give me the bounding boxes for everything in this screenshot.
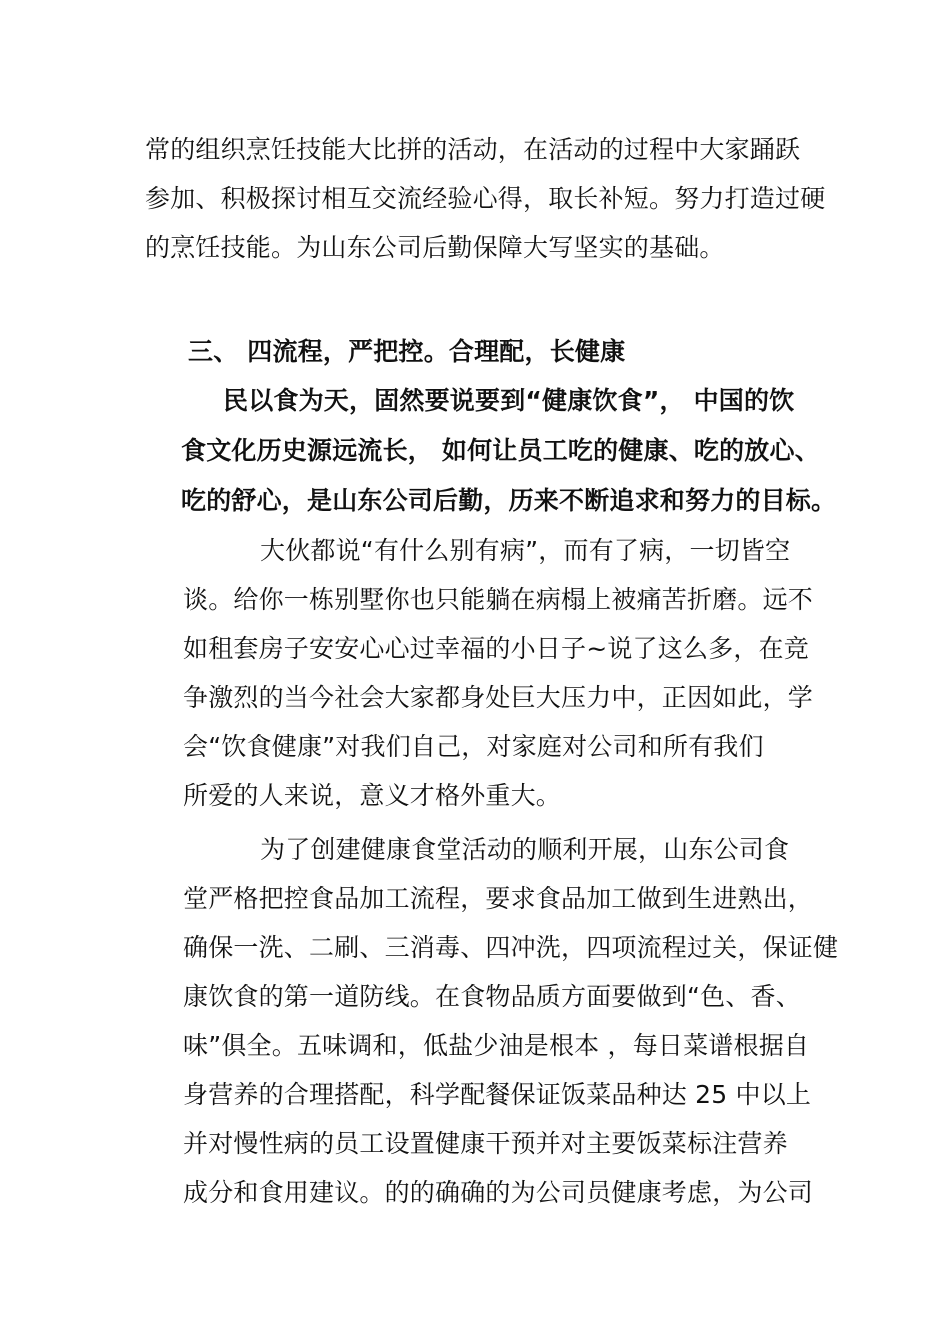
text-line: 确保一洗、二刷、三消毒、四冲洗，四项流程过关，保证健	[183, 933, 839, 962]
text-line: 谈。给你一栋别墅你也只能躺在病榻上被痛苦折磨。远不	[183, 585, 814, 614]
text-line: 如租套房子安安心心过幸福的小日子~说了这么多，在竞	[183, 634, 809, 663]
text-line: 参加、积极探讨相互交流经验心得，取长补短。努力打造过硬	[145, 184, 826, 213]
text-line: 身营养的合理搭配，科学配餐保证饭菜品种达 25 中以上	[183, 1080, 812, 1109]
text-line: 康饮食的第一道防线。在食物品质方面要做到“色、香、	[183, 982, 801, 1011]
text-line: 的烹饪技能。为山东公司后勤保障大写坚实的基础。	[145, 233, 725, 262]
text-line: 味”俱全。五味调和，低盐少油是根本 ，每日菜谱根据自	[183, 1031, 810, 1060]
text-line: 堂严格把控食品加工流程，要求食品加工做到生进熟出，	[183, 884, 814, 913]
text-line: 成分和食用建议。的的确确的为公司员健康考虑，为公司	[183, 1178, 814, 1207]
text-line: 为了创建健康食堂活动的顺利开展，山东公司食	[260, 835, 790, 864]
text-line-bold: 食文化历史源远流长， 如何让员工吃的健康、吃的放心、	[181, 436, 820, 465]
text-line: 并对慢性病的员工设置健康干预并对主要饭菜标注营养	[183, 1129, 788, 1158]
text-line: 所爱的人来说，意义才格外重大。	[183, 781, 562, 810]
section-heading: 三、 四流程，严把控。合理配，长健康	[188, 337, 626, 366]
text-line: 大伙都说“有什么别有病”，而有了病，一切皆空	[260, 536, 791, 565]
text-line: 会“饮食健康”对我们自己，对家庭对公司和所有我们	[183, 732, 764, 761]
text-line: 常的组织烹饪技能大比拼的活动，在活动的过程中大家踊跃	[145, 135, 801, 164]
text-line-bold: 民以食为天，固然要说要到“健康饮食”， 中国的饮	[223, 386, 795, 415]
text-line: 争激烈的当今社会大家都身处巨大压力中，正因如此，学	[183, 683, 814, 712]
text-line-bold: 吃的舒心，是山东公司后勤，历来不断追求和努力的目标。	[181, 486, 837, 515]
